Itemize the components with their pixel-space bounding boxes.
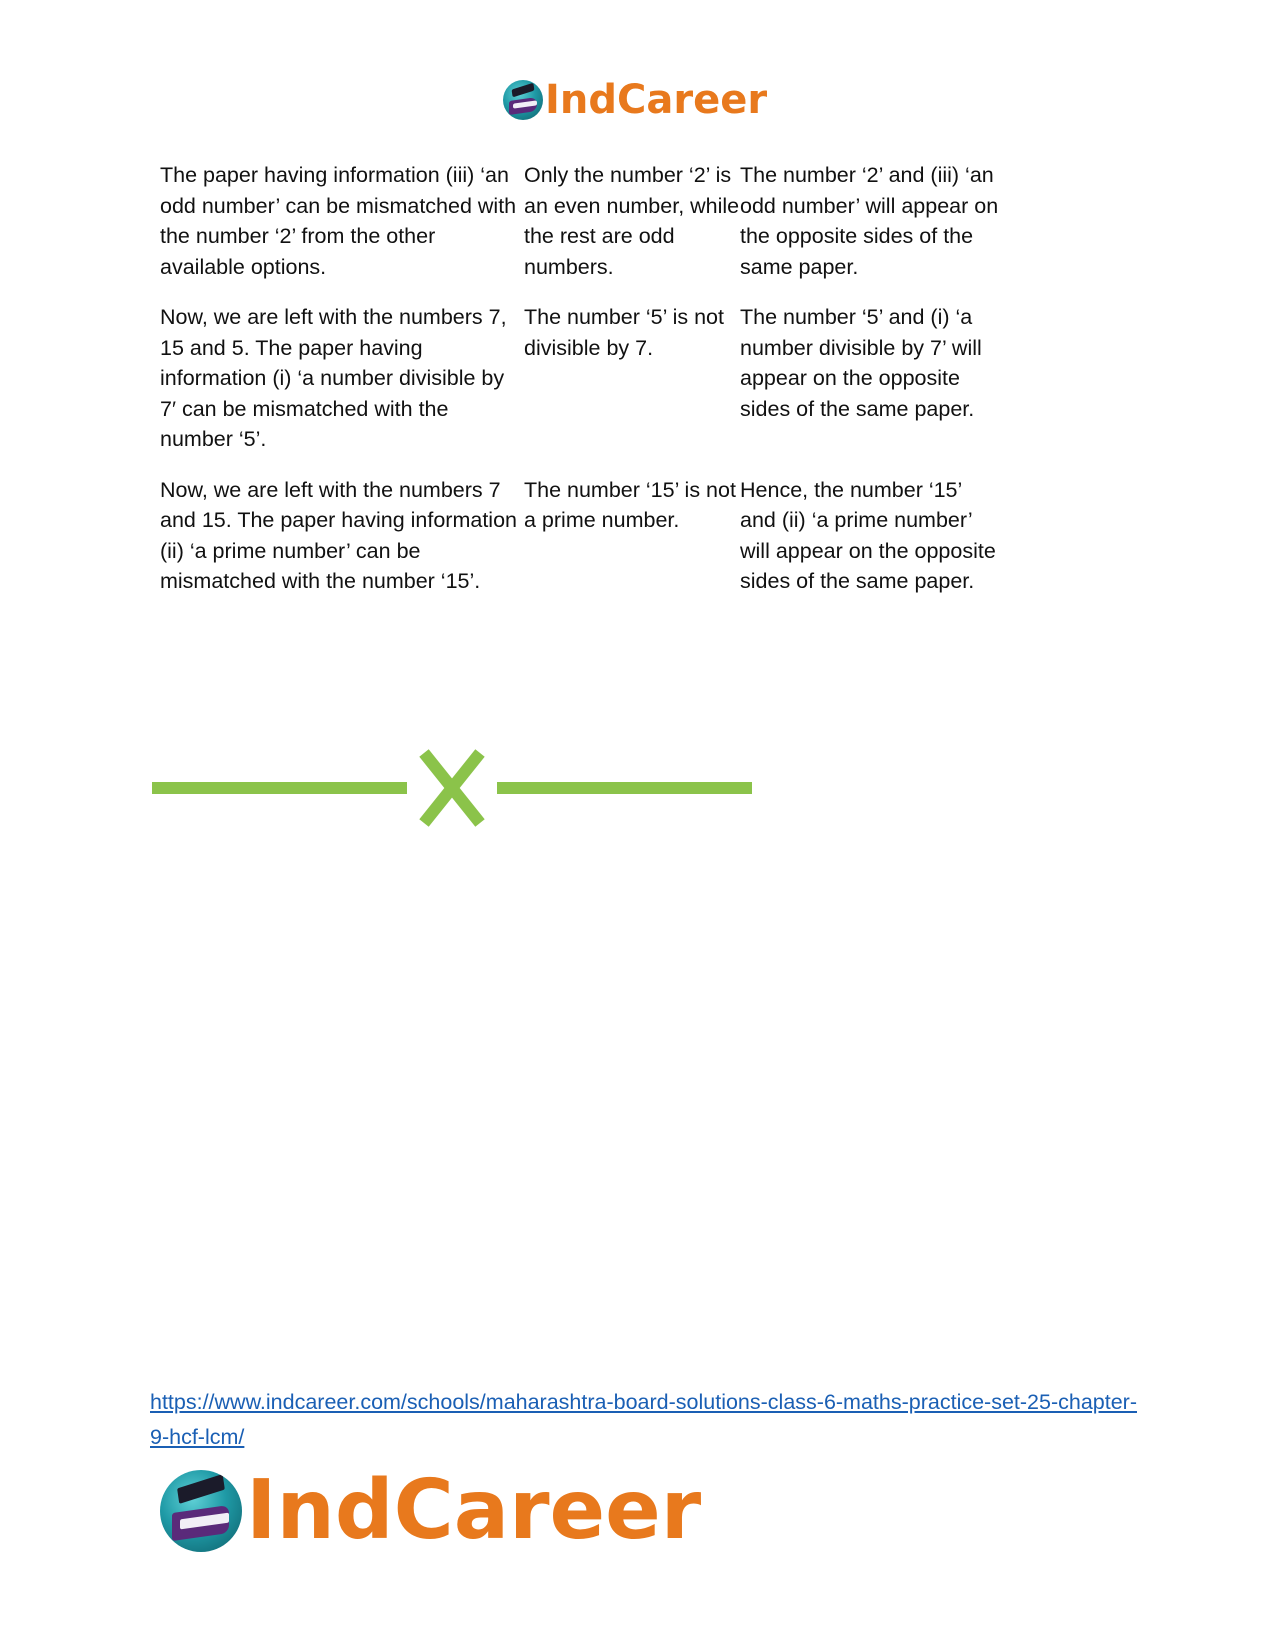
footer-logo (160, 1463, 702, 1558)
conclusion-cell: Hence, the number ‘15’ and (ii) ‘a prime number’ will appear on the opposite sides of the same paper. (740, 477, 996, 593)
solution-table (160, 160, 1000, 597)
reason-cell: Now, we are left with the numbers 7 and 15. The paper having information (ii) ‘a prime number’ can be mismatched with the number ‘15’. (160, 477, 517, 593)
fact-cell: The number ‘15’ is not a prime number. (524, 477, 736, 532)
table-row (160, 475, 1000, 597)
reason-cell: Now, we are left with the numbers 7, 15 and 5. The paper having information (i) ‘a number divisible by 7′ can be mismatched with the number ‘5’. (160, 305, 507, 451)
fact-cell: Only the number ‘2’ is an even number, while the rest are odd numbers. (524, 163, 740, 279)
table-row (160, 160, 1000, 302)
conclusion-cell: The number ‘2’ and (iii) ‘an odd number’ will appear on the opposite sides of the same paper. (740, 163, 999, 279)
header-logo-text: IndCareer (545, 77, 768, 123)
conclusion-cell: The number ‘5’ and (i) ‘a number divisible by 7’ will appear on the opposite sides of the same paper. (740, 305, 982, 421)
section-divider (152, 748, 752, 828)
source-link[interactable]: https://www.indcareer.com/schools/maharashtra-board-solutions-class-6-maths-practice-set-25-chapter-9-hcf-lcm/ (150, 1390, 1137, 1449)
footer-logo-text: IndCareer (246, 1463, 702, 1558)
x-mark-icon (152, 748, 752, 828)
fact-cell: The number ‘5’ is not divisible by 7. (524, 305, 724, 360)
indcareer-book-cap-icon (503, 80, 543, 120)
table-row (160, 302, 1000, 475)
header-logo (503, 77, 768, 123)
indcareer-book-cap-icon (160, 1470, 242, 1552)
reason-cell: The paper having information (iii) ‘an odd number’ can be mismatched with the number ‘2’ from the other available options. (160, 163, 517, 279)
